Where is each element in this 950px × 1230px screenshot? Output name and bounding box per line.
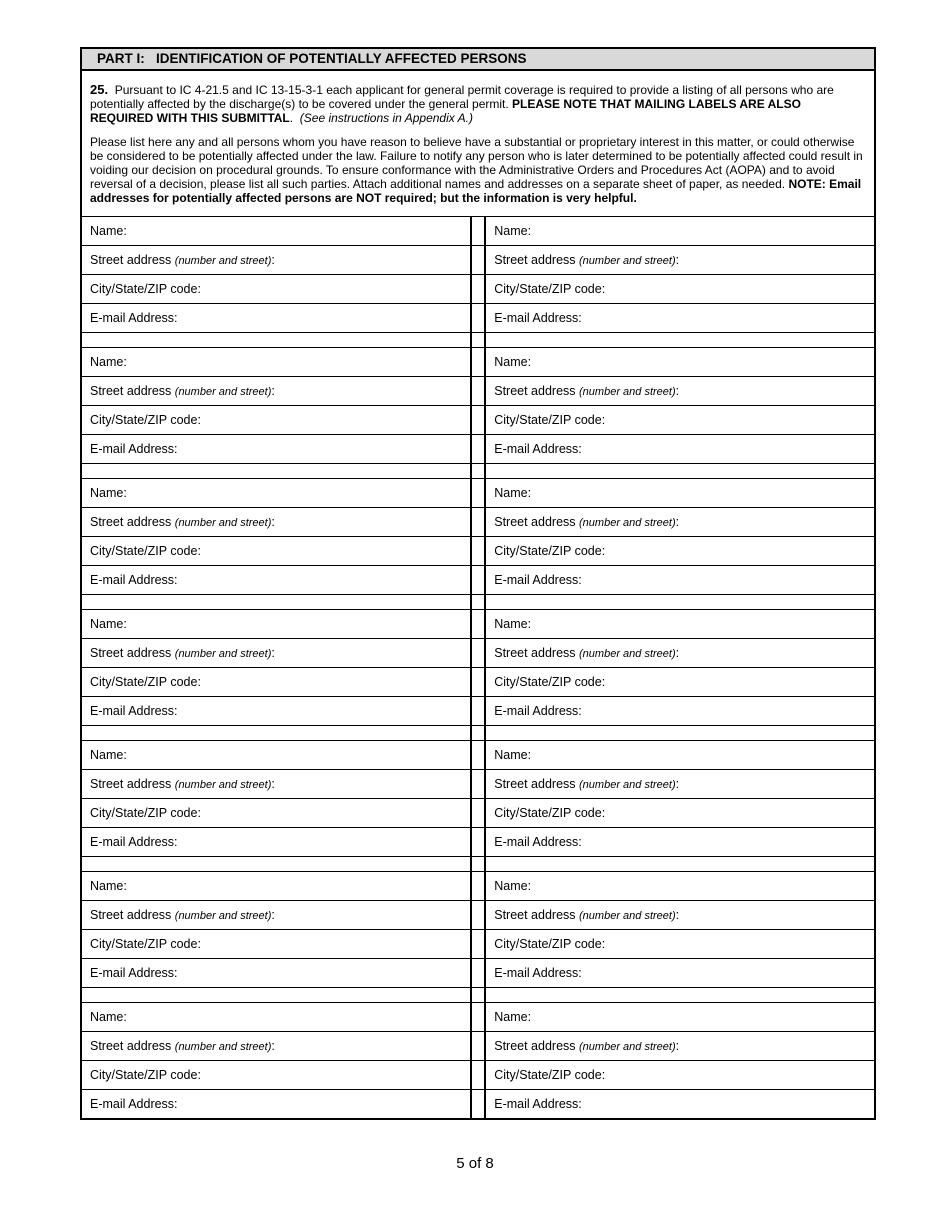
field-hint: (number and street) [579,516,676,529]
field-label: City/State/ZIP code: [90,281,201,296]
entry-separator [486,857,874,872]
field-label: Street address [90,907,172,922]
entry-separator [82,988,470,1003]
divider-cell [472,741,484,770]
name-field[interactable] [82,217,470,246]
field-label: Name: [494,878,532,893]
question-number: 25. [90,82,109,97]
field-label: Name: [494,1009,532,1024]
city-state-zip-field[interactable] [82,537,470,566]
divider-cell [472,435,484,464]
city-state-zip-field[interactable] [82,668,470,697]
divider-cell [472,275,484,304]
email-address-field[interactable] [486,959,874,988]
name-field[interactable] [82,1003,470,1032]
instructions [82,71,874,217]
person-entry [472,479,484,610]
street-address-field[interactable]: Street address (number and street): [486,770,874,799]
field-label: Name: [494,485,532,500]
field-label: City/State/ZIP code: [494,281,606,296]
divider-cell [472,1090,484,1118]
field-hint: (number and street) [579,909,676,922]
field-label: City/State/ZIP code: [494,543,606,558]
field-label: Street address [494,383,576,398]
street-address-field[interactable]: Street address (number and street): [486,901,874,930]
street-address-field[interactable]: Street address (number and street): [486,246,874,275]
field-label: E-mail Address: [90,310,178,325]
field-label: Name: [494,354,532,369]
person-entry [486,741,874,872]
divider-cell [472,377,484,406]
field-label: E-mail Address: [90,1096,178,1111]
field-label: E-mail Address: [494,572,582,587]
entry-separator [472,988,484,1003]
email-address-field[interactable] [82,304,470,333]
field-label: Street address [90,645,172,660]
person-entry [472,741,484,872]
field-label: Name: [494,616,532,631]
person-entry [82,479,470,610]
person-entry [472,217,484,348]
entry-separator [486,726,874,741]
name-field[interactable] [486,872,874,901]
page-number: 5 of 8 [456,1155,494,1172]
divider-cell [472,566,484,595]
name-field[interactable] [82,479,470,508]
person-entry [486,610,874,741]
field-hint: (number and street) [174,778,272,791]
field-label: Street address [494,645,576,660]
divider-cell [472,697,484,726]
person-entry [82,872,470,1003]
field-hint: (number and street) [174,647,272,660]
name-field[interactable] [82,610,470,639]
left-column [82,217,470,1118]
city-state-zip-field[interactable] [486,275,874,304]
right-column [486,217,874,1118]
field-label: City/State/ZIP code: [494,936,606,951]
column-divider [470,217,486,1118]
name-field[interactable] [486,610,874,639]
street-address-field[interactable]: Street address (number and street): [82,1032,470,1061]
instruction-paragraph-2 [90,135,866,206]
part-header: PART I: IDENTIFICATION OF POTENTIALLY AFFECTED PERSONS [82,49,874,71]
field-label: Street address [494,776,576,791]
field-label: City/State/ZIP code: [90,805,201,820]
field-label: E-mail Address: [494,834,582,849]
entry-separator [82,595,470,610]
divider-cell [472,1061,484,1090]
field-hint: (number and street) [174,1040,272,1053]
field-label: E-mail Address: [494,441,582,456]
email-address-field[interactable] [486,304,874,333]
instruction-paragraph-1: 25. Pursuant to IC 4-21.5 and IC 13-15-3-1 each applicant for general permit coverage is required to provide a listing of all persons who are potentially affected by the discharge(s) to be covered under the general permit. PLEASE NOTE THAT MAILING LABELS ARE ALSO REQUIRED WITH THIS SUBMITTAL. (See instructions in Appendix A.) [90,82,834,126]
email-address-field[interactable] [82,697,470,726]
field-label: City/State/ZIP code: [494,805,606,820]
mailing-labels-note: PLEASE NOTE THAT MAILING LABELS ARE ALSO REQUIRED WITH THIS SUBMITTAL [90,97,801,126]
field-label: City/State/ZIP code: [494,674,606,689]
divider-cell [472,799,484,828]
divider-cell [472,304,484,333]
person-entry [472,1003,484,1118]
name-field[interactable] [486,741,874,770]
person-entry [472,872,484,1003]
entry-separator [472,464,484,479]
field-label: E-mail Address: [494,703,582,718]
field-label: E-mail Address: [494,965,582,980]
street-address-field[interactable]: Street address (number and street): [82,901,470,930]
entry-separator [82,333,470,348]
name-field[interactable] [82,872,470,901]
street-address-field[interactable]: Street address (number and street): [486,639,874,668]
person-entry [472,348,484,479]
email-address-field[interactable] [486,1090,874,1118]
divider-cell [472,639,484,668]
field-label: Street address [90,383,172,398]
person-entry [82,610,470,741]
divider-cell [472,828,484,857]
field-label: City/State/ZIP code: [90,412,201,427]
email-address-field[interactable] [486,566,874,595]
field-hint: (number and street) [579,647,676,660]
field-label: E-mail Address: [90,441,178,456]
field-label: E-mail Address: [90,703,178,718]
person-entry [486,348,874,479]
street-address-field[interactable]: Street address (number and street): [82,377,470,406]
email-address-field[interactable] [82,828,470,857]
person-entry [472,610,484,741]
field-hint: (number and street) [579,1040,676,1053]
city-state-zip-field[interactable] [82,406,470,435]
instruction-text-2: Please list here any and all persons whom you have reason to believe have a substantial or proprietary interest in this matter, or could otherwise be considered to be potentially affected under the law. Failure to notify any person who is later determined to be potentially affected could result in voiding our decision on procedural grounds. To ensure conformance with the Administrative Orders and Procedures Act (AOPA) and to avoid reversal of a decision, please list all such parties. Attach additional names and addresses on a separate sheet of paper, as needed. [90,134,863,192]
email-address-field[interactable] [82,566,470,595]
city-state-zip-field[interactable] [82,930,470,959]
field-label: E-mail Address: [494,310,582,325]
city-state-zip-field[interactable] [486,1061,874,1090]
divider-cell [472,1003,484,1032]
field-label: Street address [494,907,576,922]
field-label: Street address [494,1038,576,1053]
city-state-zip-field[interactable] [486,537,874,566]
divider-cell [472,217,484,246]
field-label: City/State/ZIP code: [90,936,201,951]
entry-separator [82,857,470,872]
divider-cell [472,537,484,566]
field-label: Name: [494,747,532,762]
name-field[interactable] [486,479,874,508]
name-field[interactable] [82,741,470,770]
divider-cell [472,479,484,508]
divider-cell [472,668,484,697]
field-hint: (number and street) [579,778,676,791]
street-address-field[interactable]: Street address (number and street): [486,508,874,537]
person-entry [486,1003,874,1118]
email-address-field[interactable] [82,1090,470,1118]
divider-cell [472,246,484,275]
field-label: Street address [90,776,172,791]
persons-table [82,217,874,1118]
divider-cell [472,508,484,537]
entry-separator [82,726,470,741]
divider-cell [472,930,484,959]
field-label: Name: [90,747,127,762]
entry-separator [472,857,484,872]
entry-separator [472,726,484,741]
name-field[interactable] [82,348,470,377]
name-field[interactable] [486,217,874,246]
street-address-field[interactable]: Street address (number and street): [82,508,470,537]
entry-separator [472,333,484,348]
divider-cell [472,872,484,901]
divider-cell [472,901,484,930]
city-state-zip-field[interactable] [82,1061,470,1090]
name-field[interactable] [486,348,874,377]
field-label: Street address [90,514,172,529]
person-entry [82,1003,470,1118]
entry-separator [472,595,484,610]
field-hint: (number and street) [174,909,272,922]
street-address-field[interactable]: Street address (number and street): [82,639,470,668]
email-address-field[interactable] [486,697,874,726]
field-hint: (number and street) [174,254,272,267]
field-label: Name: [90,354,127,369]
email-address-field[interactable] [82,959,470,988]
person-entry [486,479,874,610]
email-address-field[interactable] [82,435,470,464]
field-label: City/State/ZIP code: [90,543,201,558]
field-hint: (number and street) [174,516,272,529]
city-state-zip-field[interactable] [82,799,470,828]
street-address-field[interactable]: Street address (number and street): [486,377,874,406]
street-address-field[interactable]: Street address (number and street): [486,1032,874,1061]
field-label: E-mail Address: [90,965,178,980]
field-label: City/State/ZIP code: [494,412,606,427]
field-label: E-mail Address: [90,572,178,587]
street-address-field[interactable]: Street address (number and street): [82,770,470,799]
person-entry [486,872,874,1003]
field-label: City/State/ZIP code: [90,1067,201,1082]
entry-separator [486,595,874,610]
entry-separator [486,464,874,479]
field-label: City/State/ZIP code: [90,674,201,689]
entry-separator [486,988,874,1003]
field-hint: (number and street) [579,254,676,267]
field-hint: (number and street) [579,385,676,398]
field-label: Street address [494,252,576,267]
field-label: Name: [90,616,127,631]
field-label: Street address [90,252,172,267]
city-state-zip-field[interactable] [82,275,470,304]
divider-cell [472,770,484,799]
person-entry [82,348,470,479]
entry-separator [82,464,470,479]
field-label: Name: [494,223,532,238]
divider-cell [472,348,484,377]
person-entry [82,741,470,872]
email-address-field[interactable] [486,435,874,464]
street-address-field[interactable]: Street address (number and street): [82,246,470,275]
email-address-field[interactable] [486,828,874,857]
divider-cell [472,610,484,639]
field-label: Street address [494,514,576,529]
email-note: NOTE: Email addresses for potentially affected persons are NOT required; but the information is very helpful. [90,177,862,206]
name-field[interactable] [486,1003,874,1032]
field-label: Name: [90,485,127,500]
field-label: Name: [90,223,127,238]
field-label: City/State/ZIP code: [494,1067,606,1082]
appendix-reference: (See instructions in Appendix A.) [299,111,473,126]
field-label: E-mail Address: [90,834,178,849]
divider-cell [472,959,484,988]
instruction-text-1: Pursuant to IC 4-21.5 and IC 13-15-3-1 each applicant for general permit coverage is required to provide a listing of all persons who are potentially affected by the discharge(s) to be covered under the general permit. [90,83,834,112]
entry-separator [486,333,874,348]
field-label: Name: [90,878,127,893]
field-label: Street address [90,1038,172,1053]
city-state-zip-field[interactable] [486,799,874,828]
divider-cell [472,406,484,435]
field-hint: (number and street) [174,385,272,398]
field-label: Name: [90,1009,127,1024]
affected-persons-form [80,47,876,1120]
person-entry [82,217,470,348]
city-state-zip-field[interactable] [486,668,874,697]
divider-cell [472,1032,484,1061]
person-entry [486,217,874,348]
city-state-zip-field[interactable] [486,930,874,959]
field-label: E-mail Address: [494,1096,582,1111]
city-state-zip-field[interactable] [486,406,874,435]
